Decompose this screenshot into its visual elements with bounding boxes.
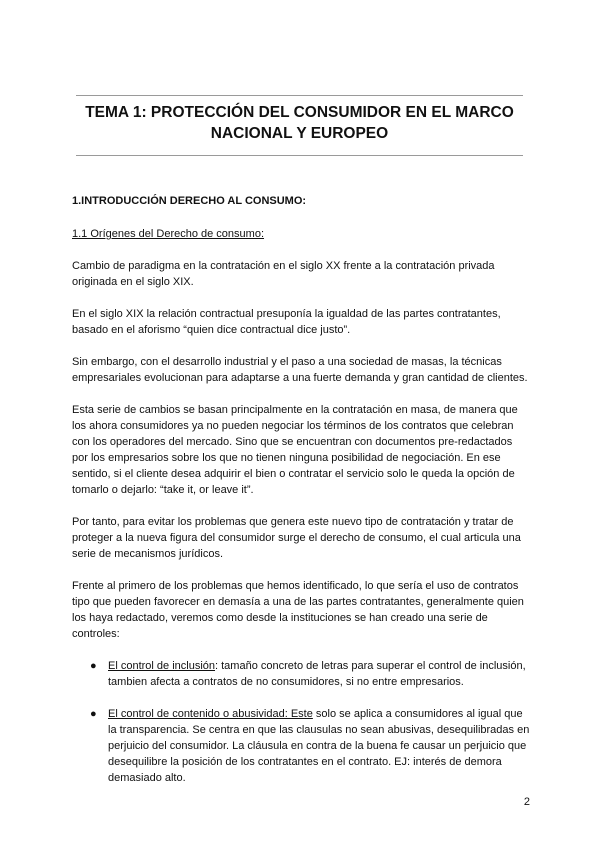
title-line-1: TEMA 1: PROTECCIÓN DEL CONSUMIDOR EN EL MARCO: [85, 104, 514, 121]
paragraph: Esta serie de cambios se basan principalmente en la contratación en masa, de manera que los ahora consumidores ya no pueden negociar los términos de los contratos que celebran con los operadores del mercado. Sino que se encuentran con documentos pre-redactados por los empresarios sobre los que no tienen ninguna posibilidad de negociación. En ese sentido, si el cliente desea adquirir el bien o contratar el servicio solo le queda la opción de tomarlo o dejarlo: “take it, or leave it”.: [72, 404, 518, 496]
subsection-heading: 1.1 Orígenes del Derecho de consumo:: [72, 228, 265, 240]
document-title: [76, 102, 523, 144]
bullet-glyph: ●: [90, 708, 97, 720]
bullet-label: El control de contenido o abusividad: Este: [108, 708, 313, 720]
bullet-label: El control de inclusión: [108, 660, 216, 672]
paragraph: Por tanto, para evitar los problemas que genera este nuevo tipo de contratación y tratar de proteger a la nueva figura del consumidor surge el derecho de consumo, el cual articula una serie de mecanismos jurídicos.: [72, 516, 521, 560]
bullet-text: : tamaño concreto de letras para superar el control de inclusión, tambien afecta a contratos de no consumidores, si no entre empresarios.: [108, 660, 526, 688]
section-heading: 1.INTRODUCCIÓN DERECHO AL CONSUMO:: [72, 195, 307, 207]
list-item: [72, 658, 530, 690]
title-top-rule: [76, 95, 523, 96]
paragraph: Sin embargo, con el desarrollo industrial y el paso a una sociedad de masas, la técnicas empresariales evolucionan para adaptarse a una fuerte demanda y gran cantidad de clientes.: [72, 356, 528, 384]
title-line-2: NACIONAL Y EUROPEO: [210, 125, 389, 142]
list-item: [72, 706, 530, 786]
page-number: 2: [523, 796, 530, 808]
paragraph: Cambio de paradigma en la contratación en el siglo XX frente a la contratación privada originada en el siglo XIX.: [72, 260, 495, 288]
title-bottom-rule: [76, 155, 523, 156]
controls-list: [72, 658, 530, 786]
bullet-text: solo se aplica a consumidores al igual que la transparencia. Se centra en que las clausulas no sean abusivas, desequilibradas en perjuicio del consumidor. La cláusula en contra de la buena fe causar un perjuicio que desequilibre la posición de los contratantes en el contrato. EJ: interés de demora demasiado alto.: [108, 708, 530, 784]
paragraph: Frente al primero de los problemas que hemos identificado, lo que sería el uso de contratos tipo que pueden favorecer en demasía a una de las partes contratantes, generalmente quien los haya redactado, veremos como desde la instituciones se han creado una serie de controles:: [72, 580, 524, 640]
document-body: [72, 193, 530, 802]
bullet-glyph: ●: [90, 660, 97, 672]
paragraph: En el siglo XIX la relación contractual presuponía la igualdad de las partes contratantes, basado en el aforismo “quien dice contractual dice justo”.: [72, 308, 501, 336]
